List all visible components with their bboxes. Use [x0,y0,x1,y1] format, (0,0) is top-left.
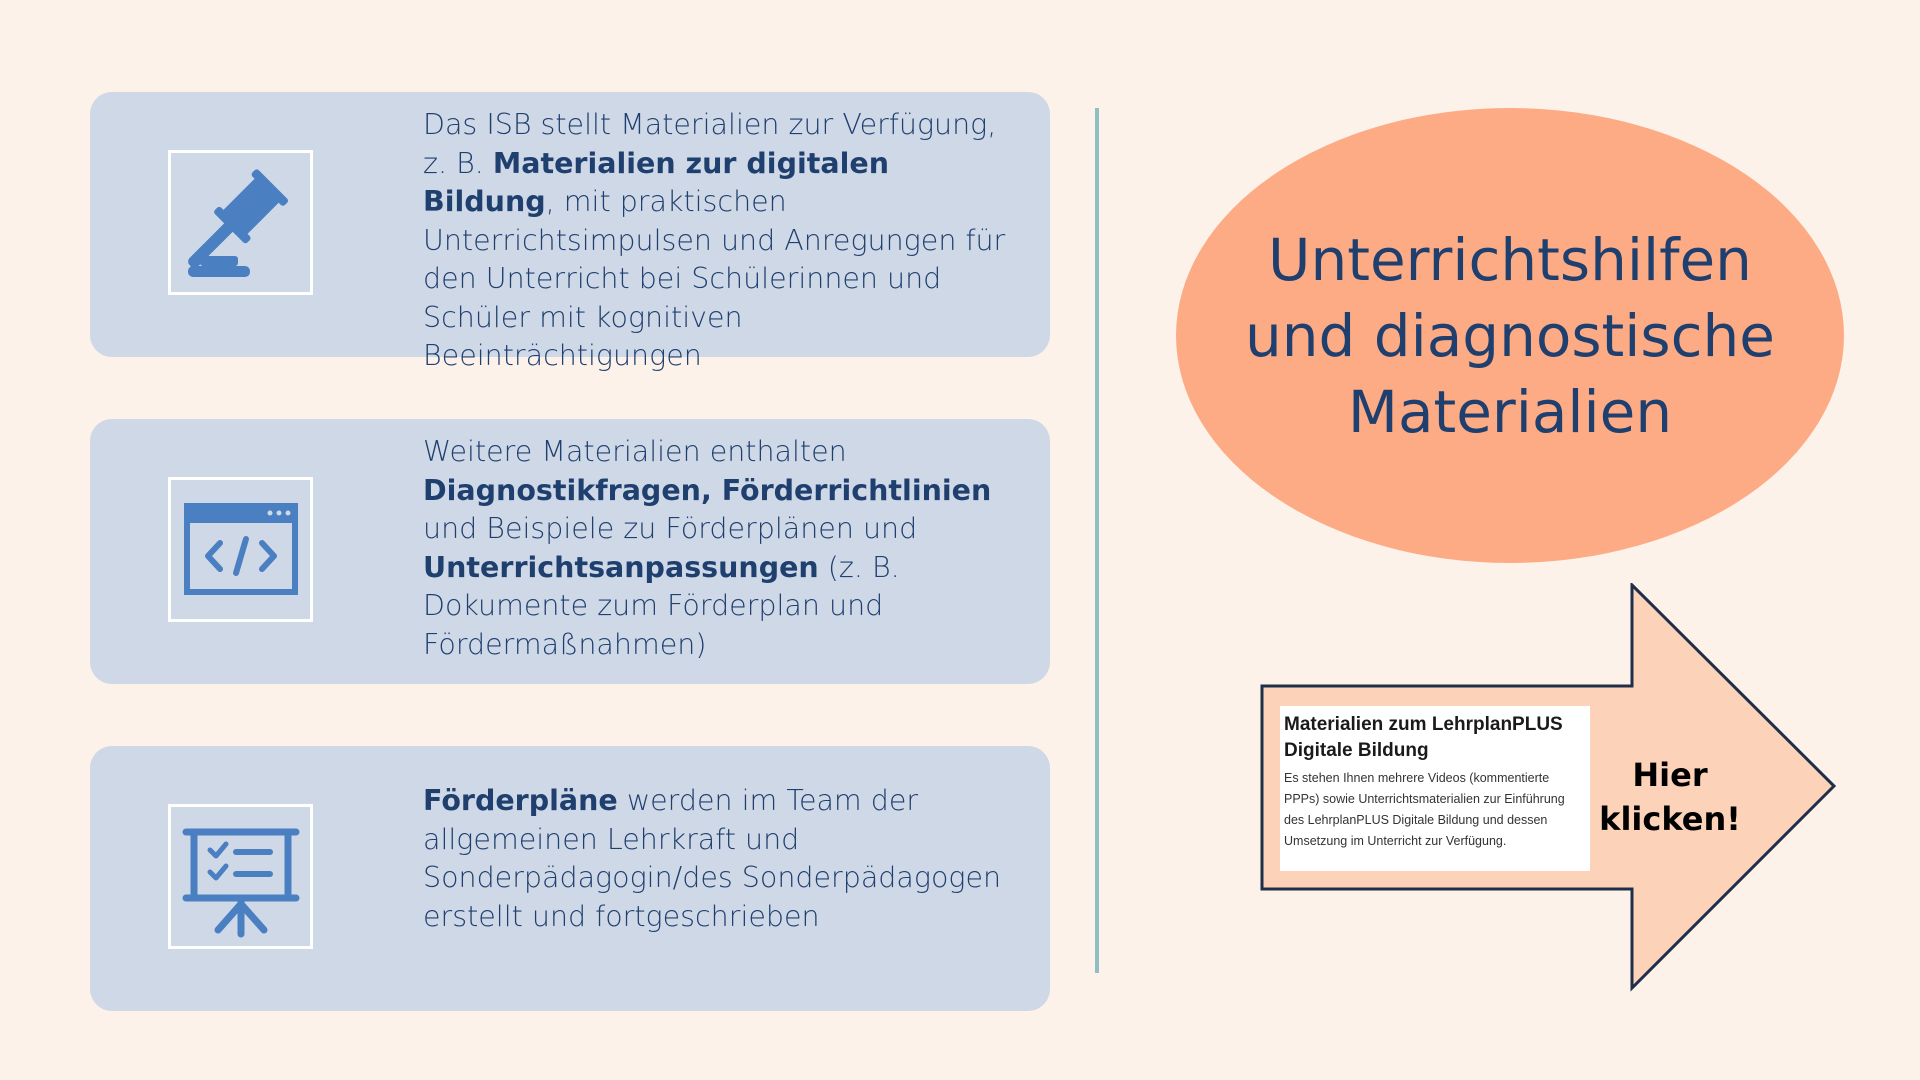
page-title: Unterrichtshilfen und diagnostische Materialien [1245,225,1775,446]
click-arrow-link[interactable] [1260,583,1840,993]
card-3-text: Förderpläne werden im Team der allgemeinen Lehrkraft und Sonderpädagogin/des Sonderpädagogen erstellt und fortgeschrieben [423,784,1002,933]
gavel-icon [168,150,313,295]
link-preview-body: Es stehen Ihnen mehrere Videos (kommentierte PPPs) sowie Unterrichtsmaterialien zur Einführung des LehrplanPLUS Digitale Bildung und dessen Umsetzung im Unterricht zur Verfügung. [1284,771,1565,848]
link-preview-title: Materialien zum LehrplanPLUS Digitale Bildung [1284,714,1563,761]
info-card-materials [90,92,1050,372]
link-preview[interactable] [1280,706,1590,871]
vertical-divider [1095,108,1099,973]
info-card-diagnostics [90,419,1050,684]
card-2-text: Weitere Materialien enthalten Diagnostikfragen, Förderrichtlinien und Beispiele zu Förderplänen und Unterrichtsanpassungen (z. B. Dokumente zum Förderplan und Fördermaßnahmen) [423,435,992,661]
heading-ellipse [1176,108,1844,563]
presentation-board-icon [168,804,313,949]
card-1-text: Das ISB stellt Materialien zur Verfügung, z. B. Materialien zur digitalen Bildung, mit praktischen Unterrichtsimpulsen und Anregungen für den Unterricht bei Schülerinnen und Schüler mit kognitiven Beeinträchtigungen [423,108,1006,372]
code-window-icon [168,477,313,622]
info-card-plans [90,746,1050,1011]
click-here-label[interactable]: Hier klicken! [1599,756,1741,838]
